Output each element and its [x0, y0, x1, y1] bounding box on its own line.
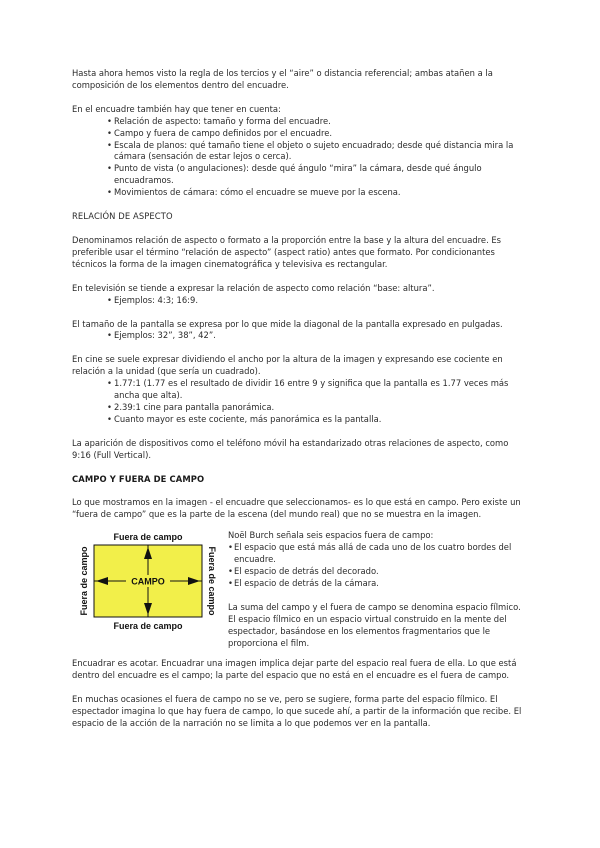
section-heading-aspect: RELACIÓN DE ASPECTO — [72, 211, 173, 222]
aspect-paragraph-4: En cine se suele expresar dividiendo el ancho por la altura de la imagen y expresando ese cociente en relación a la unidad (que sería un cuadrado). — [72, 354, 503, 377]
campo-paragraph-3: En muchas ocasiones el fuera de campo no se ve, pero se sugiere, forma parte del espacio fílmico. El espectador imagina lo que hay fuera de campo, lo que sucede ahí, a partir de la información que recibe. El espacio de la acción de la narración no se limita a lo que podemos ver en la pantalla. — [72, 694, 522, 729]
list-item: • El espacio de detrás del decorado. — [228, 566, 528, 578]
campo-paragraph-2: Encuadrar es acotar. Encuadrar una imagen implica dejar parte del espacio real fuera de ella. Lo que está dentro del encuadre es el campo; la parte del espacio que no está en el encuadre es el fuera de campo. — [72, 658, 517, 681]
list-item: • El espacio de detrás de la cámara. — [228, 578, 528, 590]
campo-diagram — [72, 530, 224, 634]
burch-text — [224, 530, 528, 649]
intro-paragraph: Hasta ahora hemos visto la regla de los tercios y el “aire” o distancia referencial; ambas atañen a la composición de los elementos dentro del encuadre. — [72, 68, 493, 90]
campo-diagram-svg — [72, 530, 224, 634]
list-item: • El espacio que está más allá de cada uno de los cuatro bordes del encuadre. — [228, 542, 528, 566]
label-bottom: Fuera de campo — [113, 621, 183, 632]
campo-paragraph-1: Lo que mostramos en la imagen - el encuadre que seleccionamos- es lo que está en campo. Pero existe un “fuera de campo” que es la parte de la escena (del mundo real) que no se muestra en la imagen. — [72, 497, 521, 520]
encuadre-list — [72, 116, 528, 199]
aspect-tv-list — [72, 295, 528, 307]
aspect-cinema-list — [72, 378, 528, 426]
list-item: • Ejemplos: 32”, 38”, 42”. — [108, 330, 528, 342]
encuadre-lead: En el encuadre también hay que tener en cuenta: — [72, 103, 281, 114]
list-item: • Punto de vista (o angulaciones): desde qué ángulo “mira” la cámara, desde qué ángulo encuadramos. — [108, 163, 528, 187]
label-top: Fuera de campo — [113, 532, 183, 543]
list-item: • Relación de aspecto: tamaño y forma del encuadre. — [108, 116, 528, 128]
aspect-paragraph-2: En televisión se tiende a expresar la relación de aspecto como relación “base: altura”. — [72, 282, 435, 293]
burch-lead: Noël Burch señala seis espacios fuera de campo: — [228, 530, 434, 541]
aspect-paragraph-5: La aparición de dispositivos como el teléfono móvil ha estandarizado otras relaciones de aspecto, como 9:16 (Full Vertical). — [72, 437, 509, 460]
section-heading-campo: CAMPO Y FUERA DE CAMPO — [72, 473, 205, 484]
list-item: • Escala de planos: qué tamaño tiene el objeto o sujeto encuadrado; desde qué distancia mira la cámara (sensación de estar lejos o cerca). — [108, 140, 528, 164]
list-item: • Ejemplos: 4:3; 16:9. — [108, 295, 528, 307]
aspect-paragraph-1: Denominamos relación de aspecto o formato a la proporción entre la base y la altura del encuadre. Es preferible usar el término “relación de aspecto” (aspect ratio) antes que formato. Por condicionantes técnicos la forma de la imagen cinematográfica y televisiva es rectangular. — [72, 234, 502, 269]
label-left: Fuera de campo — [79, 546, 89, 616]
list-item: • Movimientos de cámara: cómo el encuadre se mueve por la escena. — [108, 187, 528, 199]
label-right: Fuera de campo — [207, 546, 217, 616]
aspect-paragraph-3: El tamaño de la pantalla se expresa por lo que mide la diagonal de la pantalla expresado en pulgadas. — [72, 318, 503, 329]
list-item: • 1.77:1 (1.77 es el resultado de dividir 16 entre 9 y significa que la pantalla es 1.77 veces más ancha que alta). — [108, 378, 528, 402]
list-item: • 2.39:1 cine para pantalla panorámica. — [108, 402, 528, 414]
document-page — [72, 68, 528, 730]
campo-label: CAMPO — [131, 576, 165, 587]
campo-figure-row — [72, 530, 528, 649]
aspect-size-list — [72, 330, 528, 342]
list-item: • Cuanto mayor es este cociente, más panorámica es la pantalla. — [108, 414, 528, 426]
burch-list — [228, 542, 528, 590]
espacio-filmico-paragraph: La suma del campo y el fuera de campo se denomina espacio fílmico. El espacio fílmico en un espacio virtual construido en la mente del espectador, basándose en los elementos fragmentarios que le proporciona el film. — [228, 601, 521, 648]
list-item: • Campo y fuera de campo definidos por el encuadre. — [108, 128, 528, 140]
